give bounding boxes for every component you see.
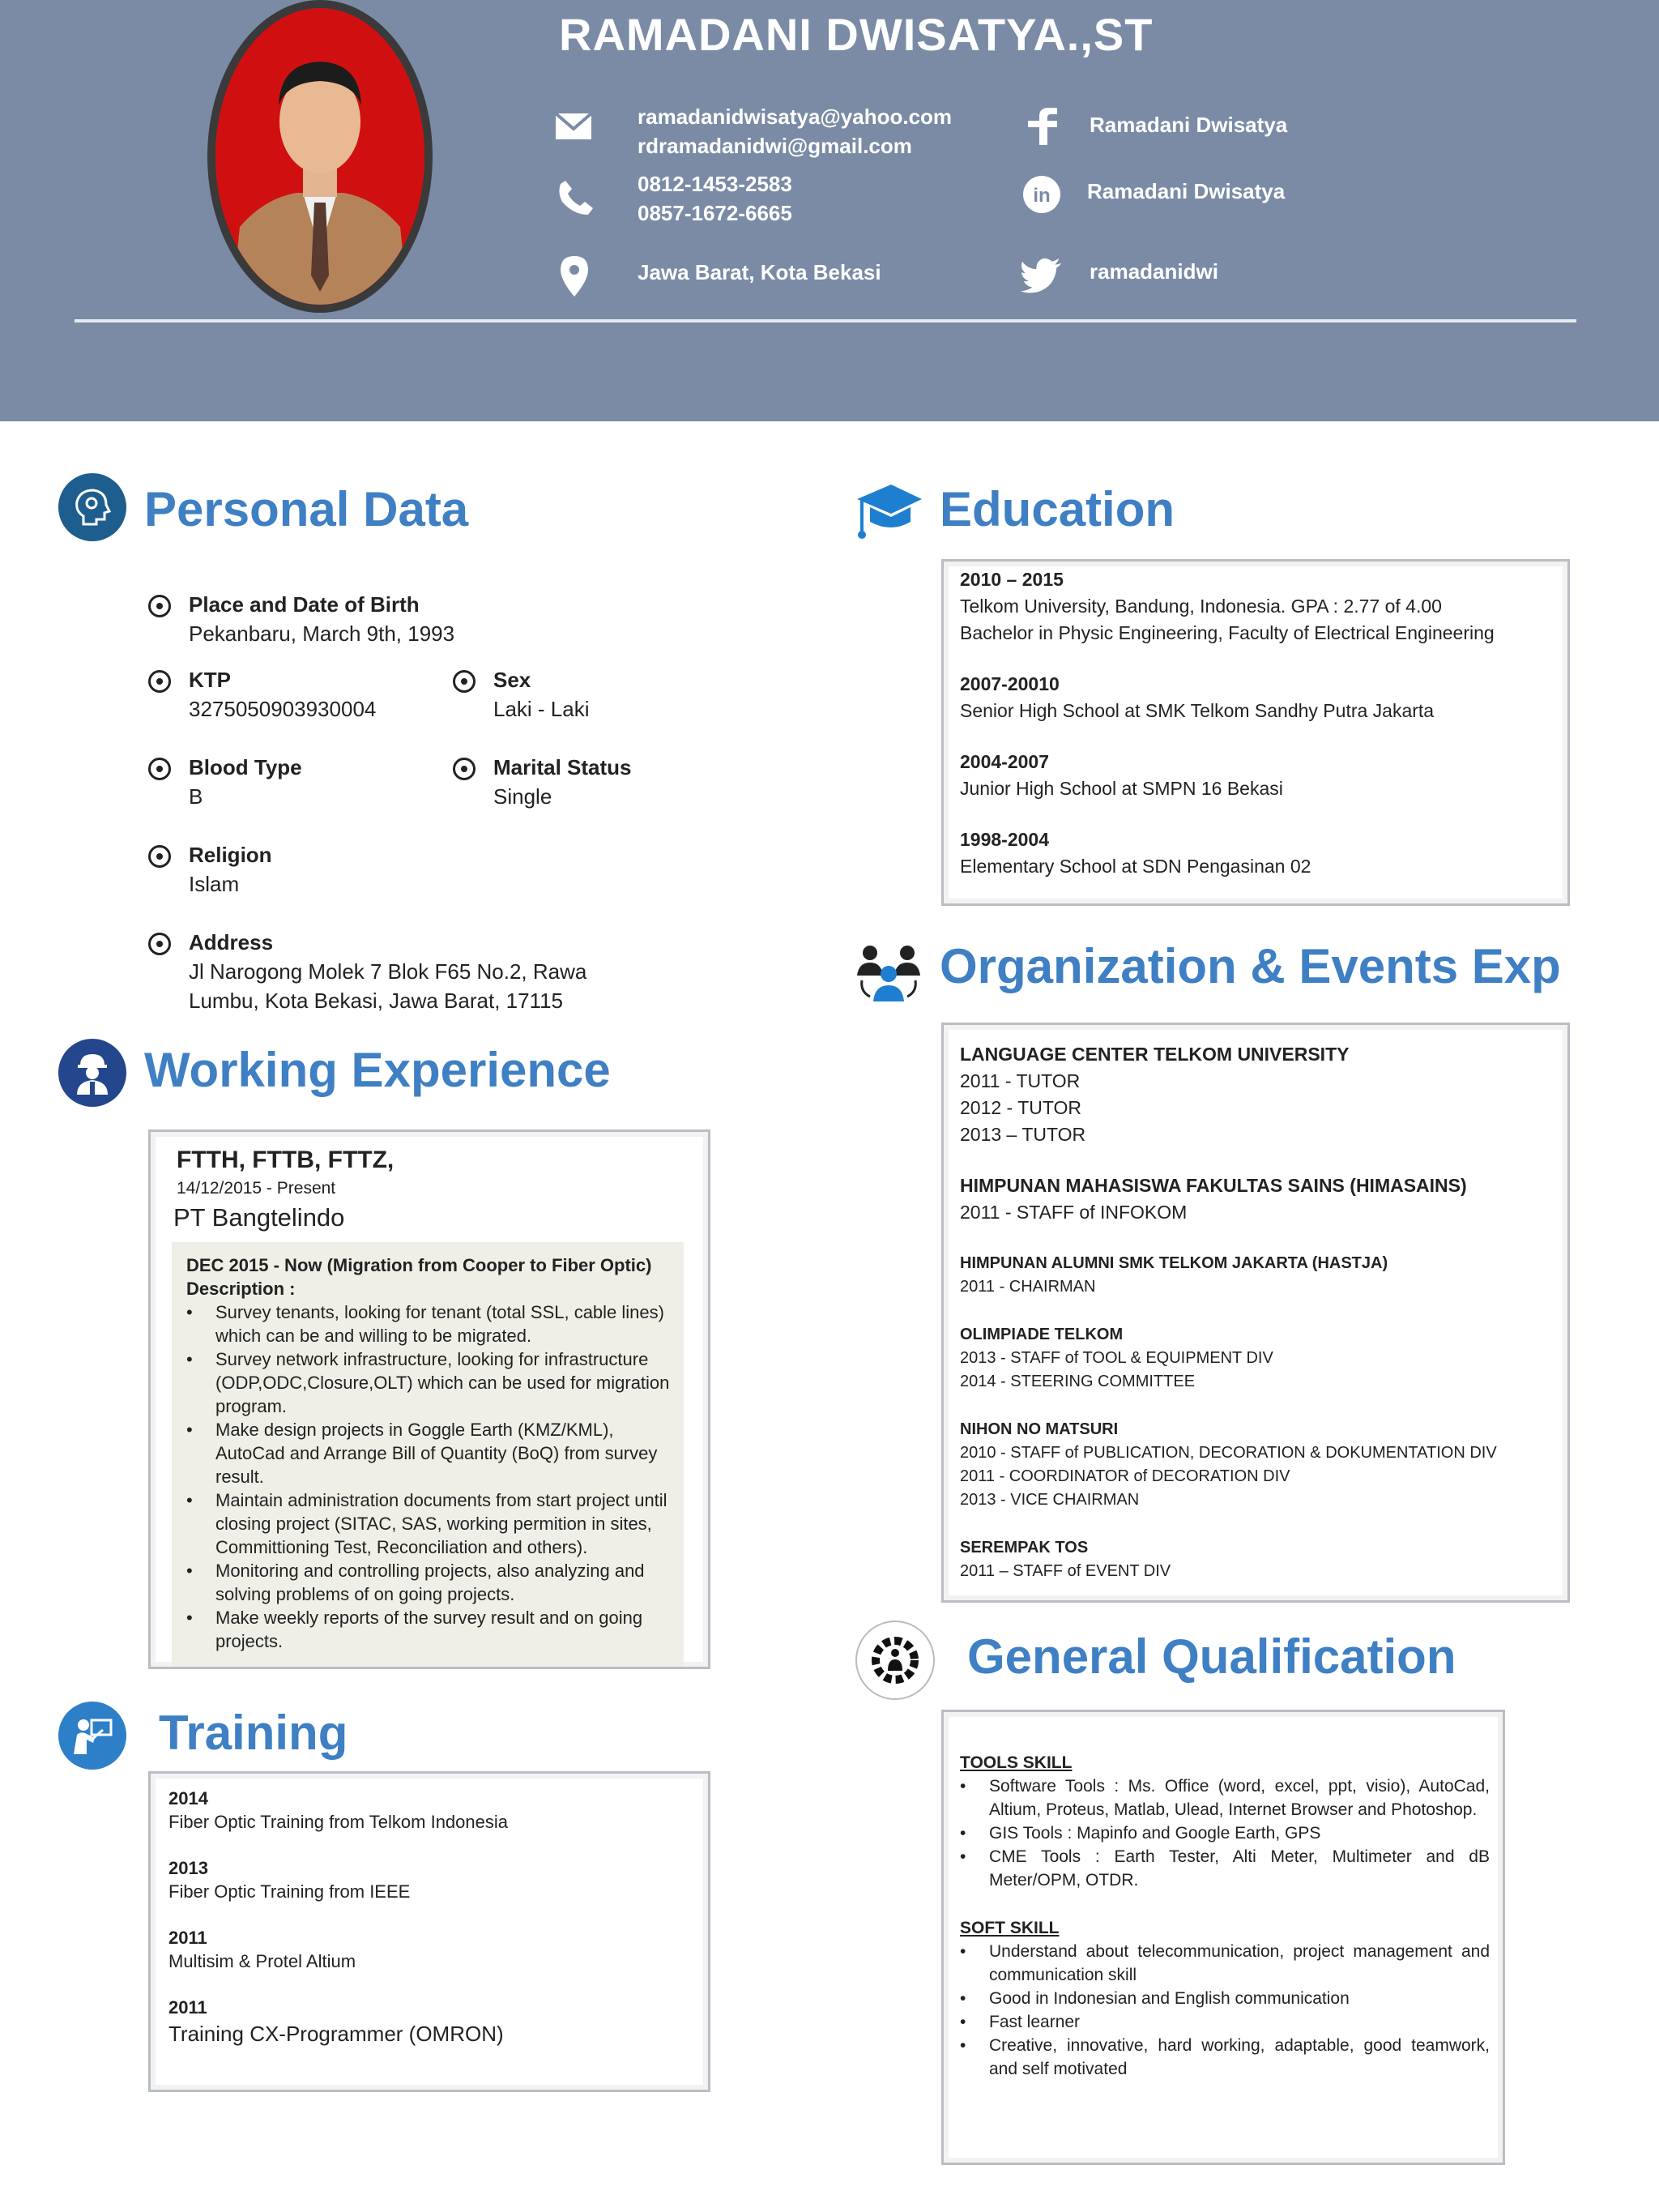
training-title: Training bbox=[159, 1706, 348, 1760]
list-item: • Creative, innovative, hard working, adaptable, good teamwork, and self motivated bbox=[960, 2034, 1490, 2081]
marital-status-item: Marital Status Single bbox=[493, 753, 632, 811]
email-secondary[interactable]: rdramadanidwi@gmail.com bbox=[638, 134, 912, 158]
list-item: SEREMPAK TOS 2011 – STAFF of EVENT DIV bbox=[960, 1539, 1171, 1580]
phone-secondary[interactable]: 0857-1672-6665 bbox=[638, 201, 792, 225]
general-qualification-title: General Qualification bbox=[967, 1629, 1456, 1684]
work-experience-card bbox=[148, 1129, 710, 1669]
list-item: 2011 Training CX-Programmer (OMRON) bbox=[168, 1997, 504, 2046]
location-pin-icon bbox=[553, 255, 595, 297]
personal-data-title: Personal Data bbox=[144, 482, 469, 536]
sex-item: Sex Laki - Laki bbox=[493, 665, 590, 724]
full-name: RAMADANI DWISATYA.,ST bbox=[559, 9, 1154, 60]
tools-skill-label: TOOLS SKILL bbox=[960, 1753, 1073, 1772]
list-item: • Good in Indonesian and English communication bbox=[960, 1987, 1490, 2010]
organization-title: Organization & Events Exp bbox=[940, 939, 1561, 993]
list-item: LANGUAGE CENTER TELKOM UNIVERSITY 2011 - TUTOR 2012 - TUTOR 2013 – TUTOR bbox=[960, 1044, 1350, 1145]
list-item: OLIMPIADE TELKOM 2013 - STAFF of TOOL & EQUIPMENT DIV 2014 - STEERING COMMITTEE bbox=[960, 1326, 1273, 1390]
work-bullets bbox=[186, 1300, 671, 1653]
list-item: • Software Tools : Ms. Office (word, excel, ppt, visio), AutoCad, Altium, Proteus, Matlab, Ulead, Internet Browser and Photoshop. bbox=[960, 1774, 1490, 1821]
head-gears-icon bbox=[58, 473, 126, 541]
profile-photo bbox=[207, 0, 433, 313]
address-item: Address Jl Narogong Molek 7 Blok F65 No.2, Rawa Lumbu, Kota Bekasi, Jawa Barat, 17115 bbox=[189, 928, 586, 1015]
phone-primary[interactable]: 0812-1453-2583 bbox=[638, 172, 792, 196]
email-icon bbox=[552, 105, 595, 147]
worker-icon bbox=[58, 1039, 126, 1107]
list-item: • Understand about telecommunication, project management and communication skill bbox=[960, 1940, 1490, 1987]
working-experience-title: Working Experience bbox=[144, 1043, 611, 1097]
list-item: NIHON NO MATSURI 2010 - STAFF of PUBLICATION, DECORATION & DOKUMENTATION DIV 2011 - COORDINATOR of DECORATION DIV 2013 - VICE CHAIRMAN bbox=[960, 1420, 1497, 1509]
list-item: • Make weekly reports of the survey result and on going projects. bbox=[186, 1606, 671, 1653]
facebook-icon[interactable] bbox=[1021, 105, 1063, 147]
list-item: • Survey tenants, looking for tenant (total SSL, cable lines) which can be and willing to be migrated. bbox=[186, 1300, 671, 1347]
list-item: • Monitoring and controlling projects, also analyzing and solving problems of on going projects. bbox=[186, 1559, 671, 1606]
radio-bullet-icon bbox=[148, 595, 171, 617]
work-project: DEC 2015 - Now (Migration from Cooper to Fiber Optic) bbox=[186, 1255, 652, 1275]
radio-bullet-icon bbox=[453, 758, 476, 780]
twitter-icon[interactable] bbox=[1021, 254, 1063, 297]
radio-bullet-icon bbox=[148, 933, 171, 955]
list-item: • Fast learner bbox=[960, 2010, 1490, 2034]
linkedin-handle[interactable]: Ramadani Dwisatya bbox=[1087, 179, 1286, 203]
work-description-label: Description : bbox=[186, 1279, 296, 1299]
gear-person-icon bbox=[855, 1621, 935, 1700]
religion-item: Religion Islam bbox=[189, 840, 272, 899]
list-item: • GIS Tools : Mapinfo and Google Earth, GPS bbox=[960, 1821, 1490, 1845]
organization-card bbox=[941, 1023, 1570, 1603]
header-divider bbox=[75, 319, 1576, 322]
list-item: HIMPUNAN ALUMNI SMK TELKOM JAKARTA (HASTJA) 2011 - CHAIRMAN bbox=[960, 1254, 1388, 1296]
education-card bbox=[941, 559, 1570, 906]
header-banner bbox=[0, 0, 1659, 421]
email-primary[interactable]: ramadanidwisatya@yahoo.com bbox=[638, 105, 953, 129]
phone-icon bbox=[555, 177, 597, 219]
list-item: • Make design projects in Goggle Earth (KMZ/KML), AutoCad and Arrange Bill of Quantity (BoQ) from survey result. bbox=[186, 1418, 671, 1488]
list-item: 2007-20010 Senior High School at SMK Telkom Sandhy Putra Jakarta bbox=[960, 673, 1435, 721]
soft-skill-list bbox=[960, 1940, 1490, 2081]
radio-bullet-icon bbox=[148, 670, 171, 693]
qualification-card bbox=[941, 1710, 1505, 2165]
team-icon bbox=[852, 938, 925, 1006]
training-icon bbox=[58, 1702, 126, 1770]
list-item: • CME Tools : Earth Tester, Alti Meter, Multimeter and dB Meter/OPM, OTDR. bbox=[960, 1845, 1490, 1892]
list-item: • Maintain administration documents from start project until closing project (SITAC, SAS, working permition in sites, Committioning Test, Reconciliation and others). bbox=[186, 1488, 671, 1559]
education-title: Education bbox=[940, 482, 1175, 536]
blood-type-item: Blood Type B bbox=[189, 753, 302, 811]
birth-item: Place and Date of Birth Pekanbaru, March 9th, 1993 bbox=[189, 590, 454, 648]
list-item: HIMPUNAN MAHASISWA FAKULTAS SAINS (HIMASAINS) 2011 - STAFF of INFOKOM bbox=[960, 1175, 1467, 1223]
list-item: 2011 Multisim & Protel Altium bbox=[168, 1928, 356, 1971]
list-item: 2014 Fiber Optic Training from Telkom Indonesia bbox=[168, 1788, 508, 1832]
training-card bbox=[148, 1771, 710, 2092]
list-item: 2004-2007 Junior High School at SMPN 16 Bekasi bbox=[960, 751, 1283, 799]
linkedin-icon[interactable] bbox=[1021, 173, 1063, 216]
svg-text:in: in bbox=[1033, 185, 1051, 207]
work-description-panel bbox=[172, 1242, 684, 1667]
soft-skill-label: SOFT SKILL bbox=[960, 1919, 1060, 1937]
radio-bullet-icon bbox=[148, 845, 171, 868]
work-role: FTTH, FTTB, FTTZ, bbox=[177, 1147, 394, 1173]
twitter-handle[interactable]: ramadanidwi bbox=[1090, 259, 1218, 284]
radio-bullet-icon bbox=[148, 758, 171, 780]
list-item: 2013 Fiber Optic Training from IEEE bbox=[168, 1858, 411, 1902]
list-item: 2010 – 2015 Telkom University, Bandung, Indonesia. GPA : 2.77 of 4.00 Bachelor in Physic Engineering, Faculty of Electrical Engineering bbox=[960, 569, 1495, 643]
tools-skill-list bbox=[960, 1774, 1490, 1892]
list-item: • Survey network infrastructure, looking for infrastructure (ODP,ODC,Closure,OLT) which can be used for migration program. bbox=[186, 1347, 671, 1418]
list-item: 1998-2004 Elementary School at SDN Pengasinan 02 bbox=[960, 829, 1311, 877]
location-text: Jawa Barat, Kota Bekasi bbox=[638, 260, 881, 284]
work-company: PT Bangtelindo bbox=[173, 1203, 345, 1232]
radio-bullet-icon bbox=[453, 670, 476, 693]
facebook-handle[interactable]: Ramadani Dwisatya bbox=[1090, 113, 1288, 137]
ktp-item: KTP 3275050903930004 bbox=[189, 665, 376, 724]
work-period: 14/12/2015 - Present bbox=[177, 1179, 336, 1198]
graduation-cap-icon bbox=[852, 478, 925, 546]
